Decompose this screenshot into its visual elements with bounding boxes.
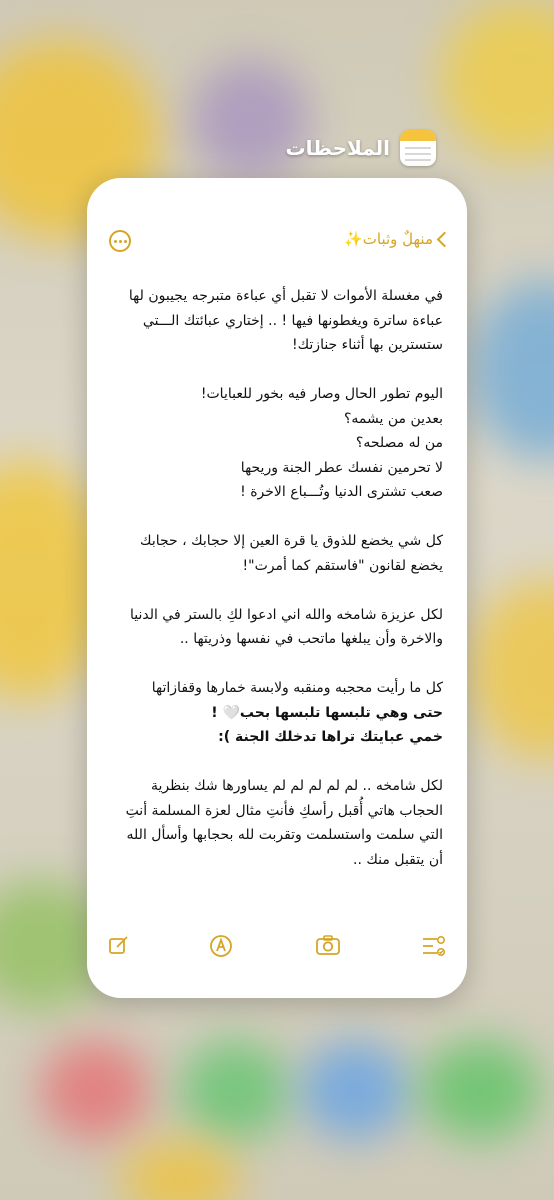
paragraph — [109, 382, 443, 505]
note-line: صعب تشترى الدنيا وتُـــباع الاخرة ! — [240, 484, 443, 500]
note-line: كل ما رأيت محجبه ومنقبه ولابسة خمارها وقفازاتها — [151, 680, 443, 696]
paragraph — [109, 603, 443, 652]
app-switcher-label[interactable] — [286, 130, 436, 166]
markup-pen-icon[interactable] — [209, 934, 233, 958]
note-line-bold: خمي عبايتك تراها تدخلك الجنة ): — [218, 729, 443, 745]
note-line: بعدين من يشمه؟ — [343, 410, 443, 427]
app-name: الملاحظات — [285, 136, 390, 160]
chevron-back-icon — [437, 231, 453, 247]
back-button-label: منهلٌ وثبات✨ — [344, 230, 433, 248]
note-line: في مغسلة الأموات لا تقبل أي عباءة متبرجه يجيبون لها عباءة ساترة ويغطونها فيها ! .. إختاري عبائتك الـــتي ستسترين بها أثناء جنازتك! — [128, 288, 443, 353]
note-line: من له مصلحه؟ — [355, 435, 443, 451]
note-line: اليوم تطور الحال وصار فيه بخور للعبايات! — [200, 386, 443, 402]
checklist-icon[interactable] — [421, 934, 445, 958]
note-top-bar — [109, 230, 453, 256]
note-toolbar — [107, 934, 447, 960]
camera-icon[interactable] — [315, 934, 339, 958]
paragraph — [109, 529, 443, 578]
note-line-bold: حتى وهي تلبسها تلبسها بحب🤍 ! — [211, 704, 443, 721]
paragraph — [109, 774, 443, 872]
more-options-icon[interactable] — [109, 230, 131, 252]
paragraph — [109, 284, 443, 358]
note-line: لكل عزيزة شامخه والله اني ادعوا لكِ بالستر في الدنيا والاخرة وأن يبلغها ماتحب في نفسها وذريتها .. — [129, 606, 443, 647]
note-body[interactable] — [109, 284, 443, 872]
compose-icon[interactable] — [107, 934, 131, 958]
note-line: لكل شامخه .. لم لم لم لم لم يساورها شك بنظرية الحجاب هاتي أُقبل رأسكِ فأنتِ مثال لعزة المسلمة أنتِ التي سلمت واستسلمت وتقربت لله بحجابها وأسأل الله أن يتقبل منك .. — [125, 778, 443, 868]
note-line: كل شي يخضع للذوق يا قرة العين إلا حجابك ، حجابك يخضع لقانون "فاستقم كما أمرت"! — [140, 533, 443, 574]
background-note-blur — [87, 186, 467, 206]
notes-app-icon — [400, 130, 436, 166]
note-line: لا تحرمين نفسك عطر الجنة وريحها — [240, 459, 443, 476]
notes-app-card[interactable] — [87, 178, 467, 998]
paragraph — [109, 676, 443, 750]
back-button[interactable] — [344, 230, 453, 248]
